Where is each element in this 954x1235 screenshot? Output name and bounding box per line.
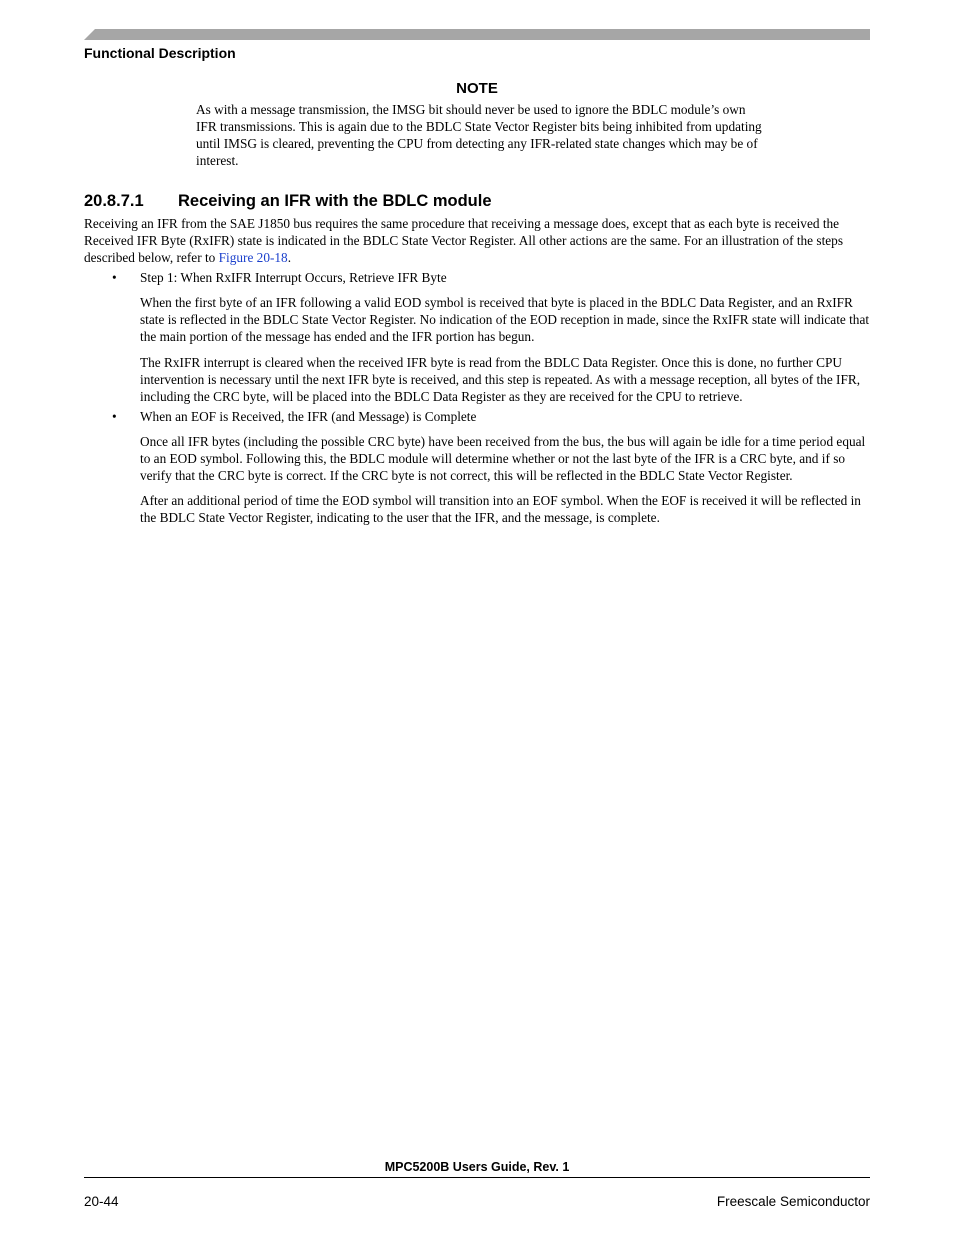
note-body: As with a message transmission, the IMSG bit should never be used to ignore the BDLC module’s own IFR transmissions. This is again due to the BDLC State Vector Register bits being inhibited from updating until IMSG is cleared, preventing the CPU from detecting any IFR-related state changes which may be of interest. — [196, 102, 762, 168]
footer-company: Freescale Semiconductor — [716, 1194, 870, 1209]
step-1-paragraph-2: The RxIFR interrupt is cleared when the received IFR byte is read from the BDLC Data Register. Once this is done, no further CPU intervention is necessary until the next IFR byte is received, and this step is repeated. As with a message reception, all bytes of the IFR, including the CRC byte, will be placed into the BDLC Data Register as they are received for the CPU to retrieve. — [140, 355, 861, 404]
footer-doc-title: MPC5200B Users Guide, Rev. 1 — [384, 1160, 570, 1174]
step-1-paragraph-1: When the first byte of an IFR following a valid EOD symbol is received that byte is placed in the BDLC Data Register, and an RxIFR state is reflected in the BDLC State Vector Register. No indication of the EOD reception in made, since the RxIFR state will indicate that the main portion of the message has ended and the IFR portion has begun. — [140, 295, 870, 344]
note-title: NOTE — [456, 80, 498, 97]
footer-divider — [84, 1177, 870, 1178]
page-number: 20-44 — [84, 1194, 119, 1209]
running-header: Functional Description — [84, 45, 236, 61]
bullet-marker: • — [112, 409, 117, 424]
intro-end: . — [287, 250, 292, 265]
header-bar — [84, 29, 870, 40]
step-2-title: When an EOF is Received, the IFR (and Message) is Complete — [140, 409, 477, 424]
step-1-title: Step 1: When RxIFR Interrupt Occurs, Retrieve IFR Byte — [140, 270, 447, 285]
figure-link[interactable]: Figure 20-18 — [218, 250, 288, 265]
section-heading — [84, 191, 492, 211]
section-number: 20.8.7.1 — [84, 192, 144, 210]
section-title: Receiving an IFR with the BDLC module — [178, 192, 492, 210]
step-2-paragraph-2: After an additional period of time the EOD symbol will transition into an EOF symbol. When the EOF is received it will be reflected in the BDLC State Vector Register, indicating to the user that the IFR, and the message, is complete. — [140, 493, 861, 525]
bullet-marker: • — [112, 270, 117, 285]
step-2-paragraph-1: Once all IFR bytes (including the possible CRC byte) have been received from the bus, the bus will again be idle for a time period equal to an EOD symbol. Following this, the BDLC module will determine whether or not the last byte of the IFR is a CRC byte, and if so verify that the CRC byte is correct. If the CRC byte is not correct, this will be reflected in the BDLC State Vector Register. — [140, 434, 866, 483]
intro-paragraph — [84, 215, 870, 266]
intro-text: Receiving an IFR from the SAE J1850 bus requires the same procedure that receiving a message does, except that as each byte is received the Received IFR Byte (RxIFR) state is indicated in the BDLC State Vector Register. All other actions are the same. For an illustration of the steps described below, refer to — [84, 216, 844, 265]
